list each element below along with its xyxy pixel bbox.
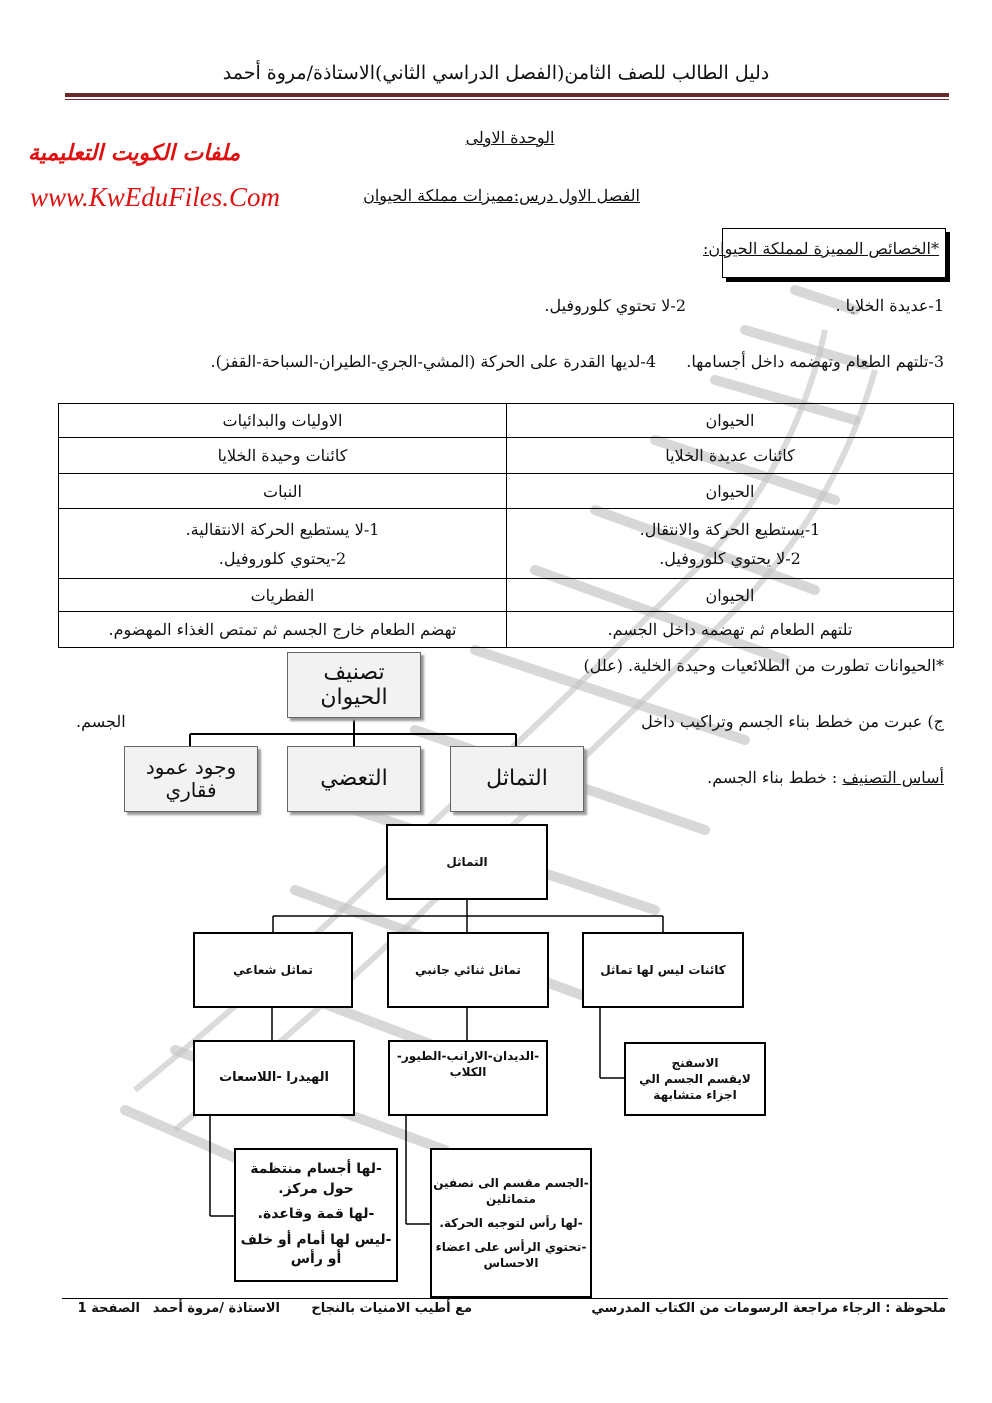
footer-note: ملحوظة : الرجاء مراجعة الرسومات من الكتاب المدرسي	[591, 1301, 946, 1316]
radial-feature: -لها أجسام منتظمة حول مركز.	[250, 1161, 382, 1197]
no-symmetry-example-desc: لايقسم الجسم الي اجزاء متشابهة	[639, 1071, 751, 1103]
reason-text: ج) عبرت من خطط بناء الجسم وتراكيب داخل	[641, 712, 944, 731]
table-cell: تلتهم الطعام ثم تهضمه داخل الجسم.	[507, 612, 954, 648]
bilateral-example-box	[388, 1040, 548, 1116]
evolution-note: *الحيوانات تطورت من الطلائعيات وحيدة الخلية. (علل)	[583, 656, 944, 675]
symmetry-branch: تماثل شعاعي	[233, 962, 313, 977]
symmetry-branch: تماثل ثنائي جانبي	[415, 962, 521, 977]
site-logo-url[interactable]: www.KwEduFiles.Com	[30, 182, 281, 212]
bilateral-feature: -تحتوي الرأس على اعضاء الاحساس	[435, 1240, 587, 1271]
classification-child: التماثل	[486, 766, 548, 792]
characteristic-1: 1-عديدة الخلايا .	[835, 296, 944, 315]
table-cell: الاوليات والبدائيات	[59, 404, 507, 438]
bilateral-example: -الديدان-الارانب-الطيور-الكلاب	[396, 1049, 540, 1080]
page-number: الصفحة 1	[77, 1301, 140, 1316]
radial-example-box	[193, 1040, 355, 1116]
symmetry-root: التماثل	[446, 854, 488, 869]
classification-root-box	[287, 652, 421, 718]
symmetry-branch: كائنات ليس لها تماثل	[600, 962, 726, 977]
table-cell: الفطريات	[59, 579, 507, 612]
characteristic-4: 4-لديها القدرة على الحركة (المشي-الجري-الطيران-السباحة-القفز).	[210, 352, 656, 371]
classification-root: تصنيف الحيوان	[320, 659, 388, 710]
table-cell: كائنات وحيدة الخلايا	[59, 438, 507, 474]
radial-feature: -ليس لها أمام أو خلف أو رأس	[240, 1231, 392, 1268]
unit-title: الوحدة الاولى	[465, 128, 555, 147]
table-cell: النبات	[59, 474, 507, 509]
footer-teacher: الاستاذة /مروة أحمد	[152, 1301, 280, 1316]
table-cell-line: 2-لا يحتوي كلوروفيل.	[659, 548, 801, 568]
chapter-title: الفصل الاول درس:مميزات مملكة الحيوان	[363, 186, 640, 205]
table-cell: الحيوان	[507, 404, 954, 438]
basis-label: أساس التصنيف	[842, 768, 944, 787]
symmetry-branch-box	[193, 932, 353, 1008]
classification-child-box	[124, 746, 258, 812]
table-cell: الحيوان	[507, 474, 954, 509]
bilateral-features-box	[430, 1148, 592, 1298]
table-cell-line: 1-لا يستطيع الحركة الانتقالية.	[185, 519, 380, 539]
page-header: دليل الطالب للصف الثامن(الفصل الدراسي الثاني)الاستاذة/مروة أحمد	[222, 62, 770, 84]
basis-value: : خطط بناء الجسم.	[707, 768, 838, 787]
radial-example: الهيدرا -اللاسعات	[219, 1070, 329, 1086]
table-cell-line: 1-يستطيع الحركة والانتقال.	[639, 519, 821, 539]
classification-child: التعضي	[320, 766, 388, 792]
table-cell-line: 2-يحتوي كلوروفيل.	[218, 548, 347, 568]
footer-rule	[62, 1298, 948, 1299]
bilateral-feature: -الجسم مقسم الى نصفين متماثلين	[433, 1175, 589, 1206]
radial-feature: -لها قمة وقاعدة.	[257, 1206, 375, 1223]
classification-child: وجود عمود فقاري	[145, 755, 237, 802]
characteristic-3: 3-تلتهم الطعام وتهضمه داخل أجسامها.	[686, 352, 944, 371]
classification-child-box	[287, 746, 421, 812]
symmetry-branch-box	[582, 932, 744, 1008]
site-logo-arabic: ملفات الكويت التعليمية	[28, 140, 241, 166]
symmetry-branch-box	[387, 932, 549, 1008]
radial-features-box	[234, 1148, 398, 1282]
characteristics-heading: *الخصائص المميزة لمملكة الحيوان:	[703, 239, 939, 258]
symmetry-root-box	[386, 824, 548, 900]
no-symmetry-example-box	[624, 1042, 766, 1116]
reason-text-end: الجسم.	[76, 712, 126, 731]
bilateral-feature: -لها رأس لتوجيه الحركة.	[439, 1215, 583, 1230]
no-symmetry-example-title: الاسفنج	[671, 1055, 719, 1070]
table-cell: كائنات عديدة الخلايا	[507, 438, 954, 474]
footer-wish: مع أطيب الامنيات بالنجاح	[311, 1301, 472, 1316]
table-cell: تهضم الطعام خارج الجسم ثم تمتص الغذاء المهضوم.	[59, 612, 507, 648]
characteristic-2: 2-لا تحتوي كلوروفيل.	[544, 296, 686, 315]
table-cell: الحيوان	[507, 579, 954, 612]
classification-child-box	[450, 746, 584, 812]
